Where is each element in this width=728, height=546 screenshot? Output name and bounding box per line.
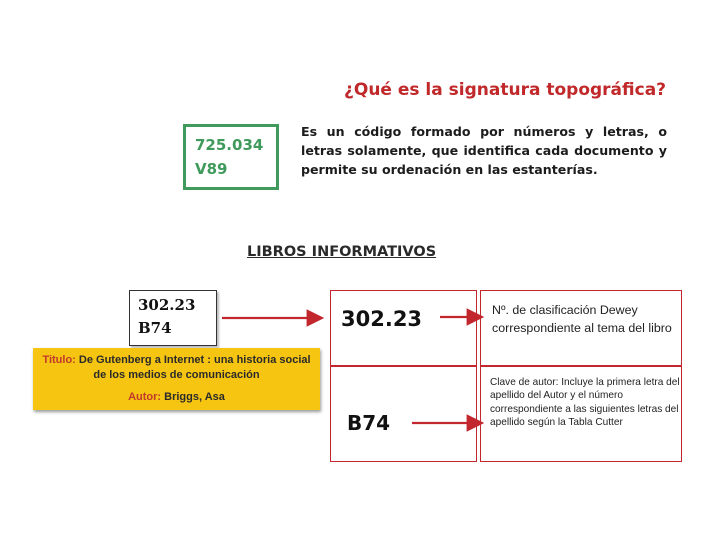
example-code-author: V89 bbox=[195, 160, 228, 178]
spine-label-number: 302.23 bbox=[138, 296, 196, 314]
class-number: 302.23 bbox=[341, 307, 423, 331]
book-title-value: De Gutenberg a Internet : una historia social de los medios de comunicación bbox=[78, 354, 311, 381]
author-code: B74 bbox=[347, 411, 391, 435]
class-description: Nº. de clasificación Dewey correspondiente al tema del libro bbox=[492, 303, 672, 335]
book-author-value: Briggs, Asa bbox=[164, 391, 225, 403]
book-author-label: Autor: bbox=[128, 391, 162, 403]
definition-text: Es un código formado por números y letras, o letras solamente, que identifica cada documento y permite su ordenación en las estanterías. bbox=[301, 124, 667, 177]
book-title-label: Titulo: bbox=[42, 354, 76, 366]
section-title: LIBROS INFORMATIVOS bbox=[247, 244, 437, 260]
example-code-number: 725.034 bbox=[195, 136, 264, 154]
author-description: Clave de autor: Incluye la primera letra del apellido del Autor y el número correspondiente a las siguientes letras del apellido según la Tabla Cutter bbox=[490, 377, 680, 428]
slide-title: ¿Qué es la signatura topográfica? bbox=[344, 80, 667, 100]
spine-label-author: B74 bbox=[138, 319, 172, 337]
